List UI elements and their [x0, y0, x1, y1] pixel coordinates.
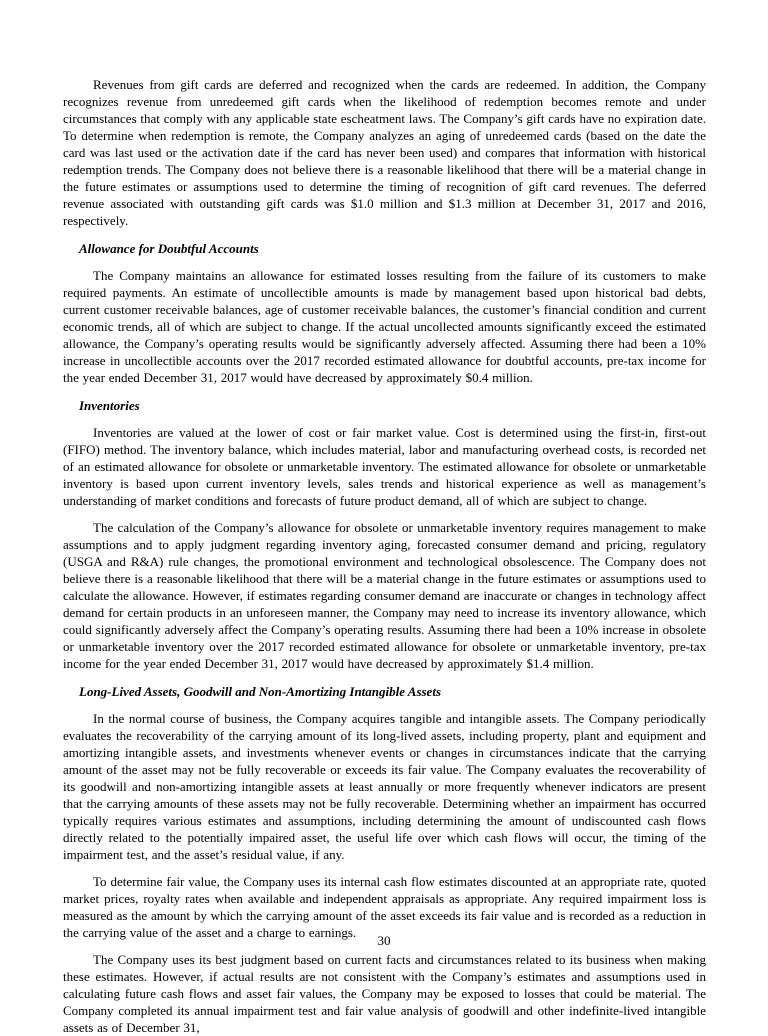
paragraph-doubtful-accounts: The Company maintains an allowance for estimated losses resulting from the failure of its customers to make required payments. An estimate of uncollectible amounts is made by management based upon historical bad debts, current customer receivable balances, age of customer receivable balances, the customer’s financial condition and current economic trends, all of which are subject to change. If the actual uncollected amounts significantly exceed the estimated allowance, the Company’s operating results would be significantly adversely affected. Assuming there had been a 10% increase in uncollectible accounts over the 2017 recorded estimated allowance for doubtful accounts, pre-tax income for the year ended December 31, 2017 would have decreased by approximately $0.4 million.: [63, 268, 706, 385]
paragraph-asset-recoverability: In the normal course of business, the Company acquires tangible and intangible assets. The Company periodically evaluates the recoverability of the carrying amount of its long-lived assets, including property, plant and equipment and amortizing intangible assets, and investments whenever events or changes in circumstances indicate that the carrying amount of the asset may not be fully recoverable or exceeds its fair value. The Company evaluates the recoverability of its goodwill and non-amortizing intangible assets at least annually or more frequently whenever indicators are present that the carrying amounts of these assets may not be fully recoverable. Determining whether an impairment has occurred typically requires various estimates and assumptions, including determining the amount of undiscounted cash flows directly related to the potentially impaired asset, the useful life over which cash flows will occur, the timing of the impairment test, and the asset’s residual value, if any.: [63, 711, 706, 862]
section-heading-allowance-doubtful-accounts: Allowance for Doubtful Accounts: [79, 241, 259, 256]
paragraph-impairment-judgment: The Company uses its best judgment based on current facts and circumstances related to its business when making these estimates. However, if actual results are not consistent with the Company’s estimates and assumptions used in calculating future cash flows and asset fair values, the Company may be exposed to losses that could be material. The Company completed its annual impairment test and fair value analysis of goodwill and other indefinite-lived intangible assets as of December 31,: [63, 952, 706, 1035]
page-number: 30: [377, 933, 391, 948]
section-heading-inventories: Inventories: [79, 398, 140, 413]
section-heading-long-lived-assets: Long-Lived Assets, Goodwill and Non-Amortizing Intangible Assets: [79, 684, 442, 699]
paragraph-fair-value-determination: To determine fair value, the Company uses its internal cash flow estimates discounted at an appropriate rate, quoted market prices, royalty rates when available and independent appraisals as appropriate. Any required impairment loss is measured as the amount by which the carrying amount of the asset exceeds its fair value and is recorded as a reduction in the carrying value of the asset and a charge to earnings.: [63, 874, 706, 940]
paragraph-inventory-allowance-calculation: The calculation of the Company’s allowance for obsolete or unmarketable inventory requires management to make assumptions and to apply judgment regarding inventory aging, forecasted consumer demand and pricing, regulatory (USGA and R&A) rule changes, the promotional environment and technological obsolescence. The Company does not believe there is a reasonable likelihood that there will be a material change in the future estimates or assumptions used to calculate the allowance. However, if estimates regarding consumer demand are inaccurate or changes in technology affect demand for certain products in an unforeseen manner, the Company may need to increase its inventory allowance, which could significantly adversely affect the Company’s operating results. Assuming there had been a 10% increase in obsolete or unmarketable inventory over the 2017 recorded estimated allowance for obsolete or unmarketable inventory, pre-tax income for the year ended December 31, 2017 would have decreased by approximately $1.4 million.: [63, 520, 706, 671]
paragraph-inventories-valuation: Inventories are valued at the lower of cost or fair market value. Cost is determined using the first-in, first-out (FIFO) method. The inventory balance, which includes material, labor and manufacturing overhead costs, is recorded net of an estimated allowance for obsolete or unmarketable inventory. The estimated allowance for obsolete or unmarketable inventory is based upon current inventory levels, sales trends and historical experience as well as management’s understanding of market conditions and forecasts of future product demand, all of which are subject to change.: [63, 425, 706, 508]
paragraph-gift-cards: Revenues from gift cards are deferred and recognized when the cards are redeemed. In addition, the Company recognizes revenue from unredeemed gift cards when the likelihood of redemption becomes remote and under circumstances that comply with any applicable state escheatment laws. The Company’s gift cards have no expiration date. To determine when redemption is remote, the Company analyzes an aging of unredeemed cards (based on the date the card was last used or the activation date if the card has never been used) and compares that information with historical redemption trends. The Company does not believe there is a reasonable likelihood that there will be a material change in the future estimates or assumptions used to determine the timing of recognition of gift card revenues. The deferred revenue associated with outstanding gift cards was $1.0 million and $1.3 million at December 31, 2017 and 2016, respectively.: [63, 77, 706, 228]
